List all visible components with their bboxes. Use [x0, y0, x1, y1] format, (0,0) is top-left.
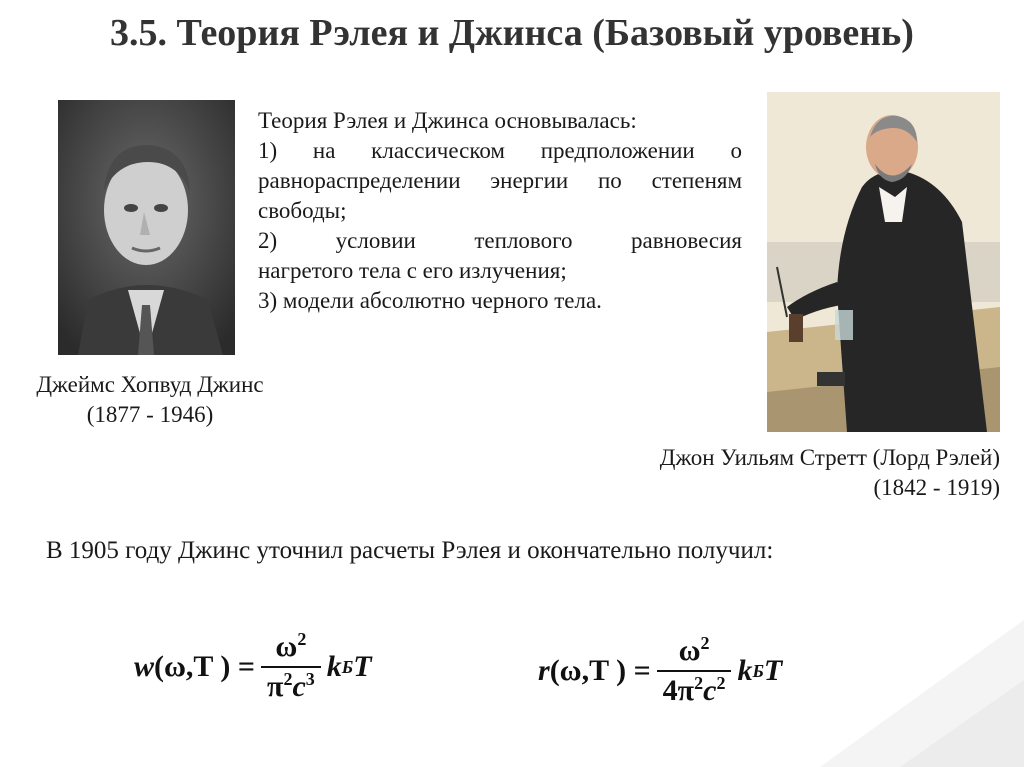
- theory-item-3: 3) модели абсолютно черного тела.: [258, 288, 602, 313]
- formula-w-num-exp: 2: [297, 629, 307, 649]
- formula-r-num-base: ω: [678, 633, 701, 667]
- formula-w-num-base: ω: [275, 630, 298, 663]
- caption-jeans: [0, 370, 300, 430]
- formula-r-den-a-exp: 2: [694, 672, 704, 693]
- caption-rayleigh-name: Джон Уильям Стретт (Лорд Рэлей): [659, 445, 1000, 470]
- formula-w-den-a: π: [267, 670, 284, 703]
- formula-r-fraction: [657, 634, 732, 708]
- formula-w-den-b-exp: 3: [305, 669, 315, 689]
- formula-r-numerator: [673, 634, 716, 670]
- formula-r-den-b: c: [703, 673, 717, 707]
- formula-w-fn: w: [134, 650, 155, 683]
- formula-w-fraction: [261, 630, 321, 704]
- theory-text: [258, 106, 742, 316]
- formula-r-den-b-exp: 2: [716, 672, 726, 693]
- formula-w-numerator: [269, 630, 312, 666]
- formula-w-t: T: [353, 650, 372, 683]
- rayleigh-painting-icon: [767, 92, 1000, 432]
- formula-w-den-a-exp: 2: [283, 669, 293, 689]
- intro-line: В 1905 году Джинс уточнил расчеты Рэлея и окончательно получил:: [46, 537, 774, 564]
- formula-r-den-coef: 4: [662, 673, 678, 707]
- caption-rayleigh: [560, 443, 1000, 503]
- caption-jeans-years: (1877 - 1946): [86, 402, 214, 427]
- theory-item-1-a: 1) на классическом предположении о равнораспределении энергии по: [258, 138, 742, 193]
- formula-r-den-a: π: [677, 673, 695, 707]
- formula-w-den-b: c: [292, 670, 306, 703]
- slide-title: 3.5. Теория Рэлея и Джинса (Базовый уровень): [110, 12, 914, 54]
- formula-r: r (ω,T ) = $\frac{\omega^2}{4\pi^2c^2}$ k Б T: [538, 632, 783, 707]
- jeans-photo-icon: [58, 100, 235, 355]
- theory-item-2-a: 2) условии теплового равновесия: [258, 228, 742, 253]
- formula-r-t: T: [763, 653, 783, 687]
- portrait-jeans: [58, 100, 235, 355]
- formula-r-args: (ω,T ) =: [549, 653, 651, 687]
- formula-w-k: k: [326, 650, 342, 683]
- formula-w-args: (ω,T ) =: [154, 650, 255, 683]
- theory-item-2-b: нагретого тела с его излучения;: [258, 258, 567, 283]
- caption-rayleigh-years: (1842 - 1919): [873, 475, 1000, 500]
- theory-intro: Теория Рэлея и Джинса основывалась:: [258, 108, 637, 133]
- theory-item-1-b: степеням свободы;: [258, 168, 743, 223]
- portrait-rayleigh: [767, 92, 1000, 432]
- formula-r-k: k: [737, 653, 753, 687]
- formula-r-denominator: [657, 672, 732, 708]
- theory-item-1: [258, 136, 742, 226]
- formula-w: w (ω,T ) = $\frac{\omega^2}{\pi^2c^3}$ k Б T: [134, 629, 372, 703]
- formula-r-fn: r: [538, 653, 550, 687]
- formula-w-denominator: [261, 668, 321, 704]
- caption-jeans-name: Джеймс Хопвуд Джинс: [36, 372, 264, 397]
- formula-r-num-exp: 2: [700, 632, 710, 653]
